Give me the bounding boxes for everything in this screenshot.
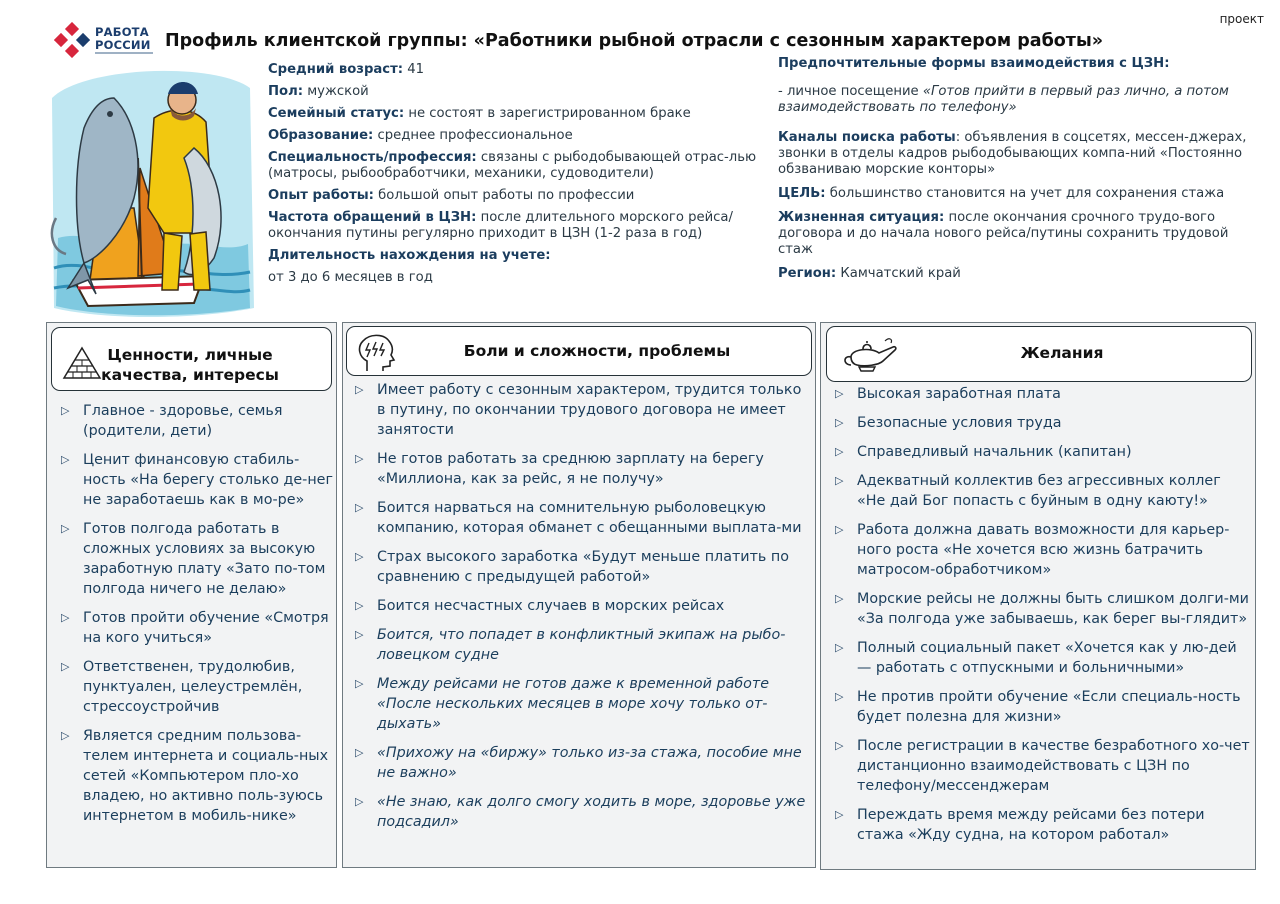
bullet-triangle-icon: ▷ — [835, 592, 844, 605]
logo-underline — [95, 52, 153, 54]
list-item — [835, 520, 1253, 580]
bullet-triangle-icon: ▷ — [355, 677, 364, 690]
profile-details — [268, 62, 768, 292]
wishes-title: Желания — [1020, 344, 1104, 362]
profile-specialty: Специальность/профессия: связаны с рыбодобывающей отрас-лью (матросы, рыбообработчики, механики, судоводители) — [268, 150, 757, 181]
list-item — [835, 589, 1253, 629]
bullet-triangle-icon: ▷ — [835, 808, 844, 821]
wishes-header — [826, 326, 1252, 382]
list-item — [355, 792, 811, 832]
bullet-triangle-icon: ▷ — [355, 383, 364, 396]
list-item-text: «Не знаю, как долго смогу ходить в море, здоровье уже подсадил» — [377, 794, 806, 830]
list-item — [835, 805, 1253, 845]
list-item — [61, 450, 333, 510]
bullet-triangle-icon: ▷ — [835, 523, 844, 536]
bullet-triangle-icon: ▷ — [61, 453, 70, 466]
bullet-triangle-icon: ▷ — [835, 739, 844, 752]
bullet-triangle-icon: ▷ — [355, 452, 364, 465]
list-item-text: «Прихожу на «биржу» только из-за стажа, пособие мне не важно» — [377, 745, 802, 781]
bullet-triangle-icon: ▷ — [355, 628, 364, 641]
list-item-text: Готов полгода работать в сложных условиях за высокую заработную плату «Зато по-том полгода ничего не делаю» — [83, 521, 326, 597]
list-item-text: Боится несчастных случаев в морских рейсах — [377, 598, 725, 614]
interaction-heading: Предпочтительные формы взаимодействия с ЦЗН: — [778, 56, 1170, 71]
bullet-triangle-icon: ▷ — [61, 611, 70, 624]
profile-education: Образование: среднее профессиональное — [268, 128, 573, 143]
profile-visit-frequency: Частота обращений в ЦЗН: после длительного морского рейса/окончания путины регулярно приходит в ЦЗН (1-2 раза в год) — [268, 210, 733, 241]
list-item — [835, 471, 1253, 511]
list-item-text: Не готов работать за среднюю зарплату на берегу «Миллиона, как за рейс, я не получу» — [377, 451, 764, 487]
list-item-text: Боится нарваться на сомнительную рыболовецкую компанию, которая обманет с обещанными выплата-ми — [377, 500, 802, 536]
values-header — [51, 327, 332, 391]
goal: ЦЕЛЬ: большинство становится на учет для сохранения стажа — [778, 186, 1225, 201]
wishes-column — [820, 322, 1256, 870]
bullet-triangle-icon: ▷ — [835, 641, 844, 654]
region: Регион: Камчатский край — [778, 266, 961, 281]
list-item-text: Переждать время между рейсами без потери стажа «Жду судна, на котором работал» — [857, 807, 1205, 843]
pains-header — [346, 326, 812, 376]
job-search-channels: Каналы поиска работы: объявления в соцсетях, мессен-джерах, звонки в отделы кадров рыбодобывающих компа-ний «Постоянно обзваниваю морские конторы» — [778, 130, 1247, 177]
list-item — [355, 547, 811, 587]
logo-line-1: РАБОТА — [95, 25, 149, 39]
list-item-text: Не против пройти обучение «Если специаль-ность будет полезна для жизни» — [857, 689, 1241, 725]
list-item-text: Ценит финансовую стабиль-ность «На берегу столько де-нег не заработаешь как в мо-ре» — [83, 452, 333, 508]
list-item — [835, 687, 1253, 727]
list-item-text: Адекватный коллектив без агрессивных коллег «Не дай Бог попасть с буйным в одну каюту!» — [857, 473, 1221, 509]
pains-column — [342, 322, 816, 868]
fisherman-illustration — [44, 58, 256, 320]
list-item-text: Имеет работу с сезонным характером, трудится только в путину, по окончании трудового договора не имеет занятости — [377, 382, 802, 438]
list-item-text: Является средним пользова-телем интернета и социаль-ных сетей «Компьютером пло-хо владею, но активно поль-зуюсь интернетом в мобиль-нике» — [83, 728, 329, 824]
profile-family-status: Семейный статус: не состоят в зарегистрированном браке — [268, 106, 691, 121]
bullet-triangle-icon: ▷ — [355, 550, 364, 563]
list-item-text: Между рейсами не готов даже к временной работе «После нескольких месяцев в море хочу только от-дыхать» — [377, 676, 770, 732]
profile-experience: Опыт работы: большой опыт работы по профессии — [268, 188, 635, 203]
rabota-rossii-logo — [54, 20, 154, 56]
interaction-info — [778, 56, 1248, 290]
values-list — [61, 401, 333, 835]
list-item-text: Страх высокого заработка «Будут меньше платить по сравнению с предыдущей работой» — [377, 549, 789, 585]
list-item — [355, 380, 811, 440]
bullet-triangle-icon: ▷ — [835, 416, 844, 429]
pyramid-icon — [62, 346, 102, 380]
list-item — [835, 442, 1253, 462]
bullet-triangle-icon: ▷ — [61, 404, 70, 417]
list-item — [61, 608, 333, 648]
bullet-triangle-icon: ▷ — [355, 795, 364, 808]
profile-registration-duration: Длительность нахождения на учете: — [268, 248, 551, 263]
pains-title: Боли и сложности, проблемы — [463, 342, 731, 360]
bullet-triangle-icon: ▷ — [355, 599, 364, 612]
list-item — [835, 413, 1253, 433]
list-item — [835, 384, 1253, 404]
list-item — [355, 625, 811, 665]
list-item-text: Главное - здоровье, семья (родители, дети) — [83, 403, 283, 439]
list-item-text: Безопасные условия труда — [857, 415, 1062, 431]
list-item — [61, 657, 333, 717]
list-item — [61, 401, 333, 441]
head-lightning-icon — [353, 331, 399, 373]
list-item-text: Морские рейсы не должны быть слишком долги-ми «За полгода уже забываешь, как берег вы-глядит» — [857, 591, 1249, 627]
bullet-triangle-icon: ▷ — [355, 746, 364, 759]
list-item-text: Ответственен, трудолюбив, пунктуален, целеустремлён, стрессоустройчив — [83, 659, 303, 715]
wishes-list — [835, 384, 1253, 854]
bullet-triangle-icon: ▷ — [61, 660, 70, 673]
list-item — [355, 498, 811, 538]
project-stamp: проект — [1219, 12, 1264, 26]
list-item-text: Справедливый начальник (капитан) — [857, 444, 1132, 460]
list-item-text: После регистрации в качестве безработного хо-чет дистанционно взаимодействовать с ЦЗН по телефону/мессенджерам — [857, 738, 1250, 794]
list-item-text: Высокая заработная плата — [857, 386, 1061, 402]
bullet-triangle-icon: ▷ — [355, 501, 364, 514]
pains-list — [355, 380, 811, 841]
profile-age: Средний возраст: 41 — [268, 62, 425, 77]
bullet-triangle-icon: ▷ — [61, 729, 70, 742]
interaction-forms: - личное посещение «Готов прийти в первый раз лично, а потом взаимодействовать по телефону» — [778, 84, 1229, 115]
list-item — [61, 726, 333, 826]
page-title: Профиль клиентской группы: «Работники рыбной отрасли с сезонным характером работы» — [165, 31, 1104, 51]
list-item — [835, 736, 1253, 796]
list-item — [355, 449, 811, 489]
list-item — [355, 596, 811, 616]
values-column — [46, 322, 337, 868]
list-item-text: Боится, что попадет в конфликтный экипаж на рыбо-ловецком судне — [377, 627, 786, 663]
list-item — [61, 519, 333, 599]
bullet-triangle-icon: ▷ — [835, 387, 844, 400]
values-title: Ценности, личные качества, интересы — [101, 346, 279, 384]
list-item — [355, 743, 811, 783]
list-item-text: Полный социальный пакет «Хочется как у лю-дей — работать с отпускными и больничными» — [857, 640, 1237, 676]
logo-icon — [54, 22, 90, 58]
logo-line-2: РОССИИ — [95, 38, 151, 52]
list-item — [835, 638, 1253, 678]
bullet-triangle-icon: ▷ — [61, 522, 70, 535]
bullet-triangle-icon: ▷ — [835, 474, 844, 487]
list-item-text: Готов пройти обучение «Смотря на кого учиться» — [83, 610, 329, 646]
bullet-triangle-icon: ▷ — [835, 445, 844, 458]
profile-gender: Пол: мужской — [268, 84, 369, 99]
list-item-text: Работа должна давать возможности для карьер-ного роста «Не хочется всю жизнь батрачить матросом-обработчиком» — [857, 522, 1230, 578]
life-situation: Жизненная ситуация: после окончания срочного трудо-вого договора и до начала нового рейса/путины сохранить трудовой стаж — [778, 210, 1229, 257]
profile-registration-duration-value: от 3 до 6 месяцев в год — [268, 270, 433, 285]
bullet-triangle-icon: ▷ — [835, 690, 844, 703]
magic-lamp-icon — [841, 335, 899, 375]
list-item — [355, 674, 811, 734]
